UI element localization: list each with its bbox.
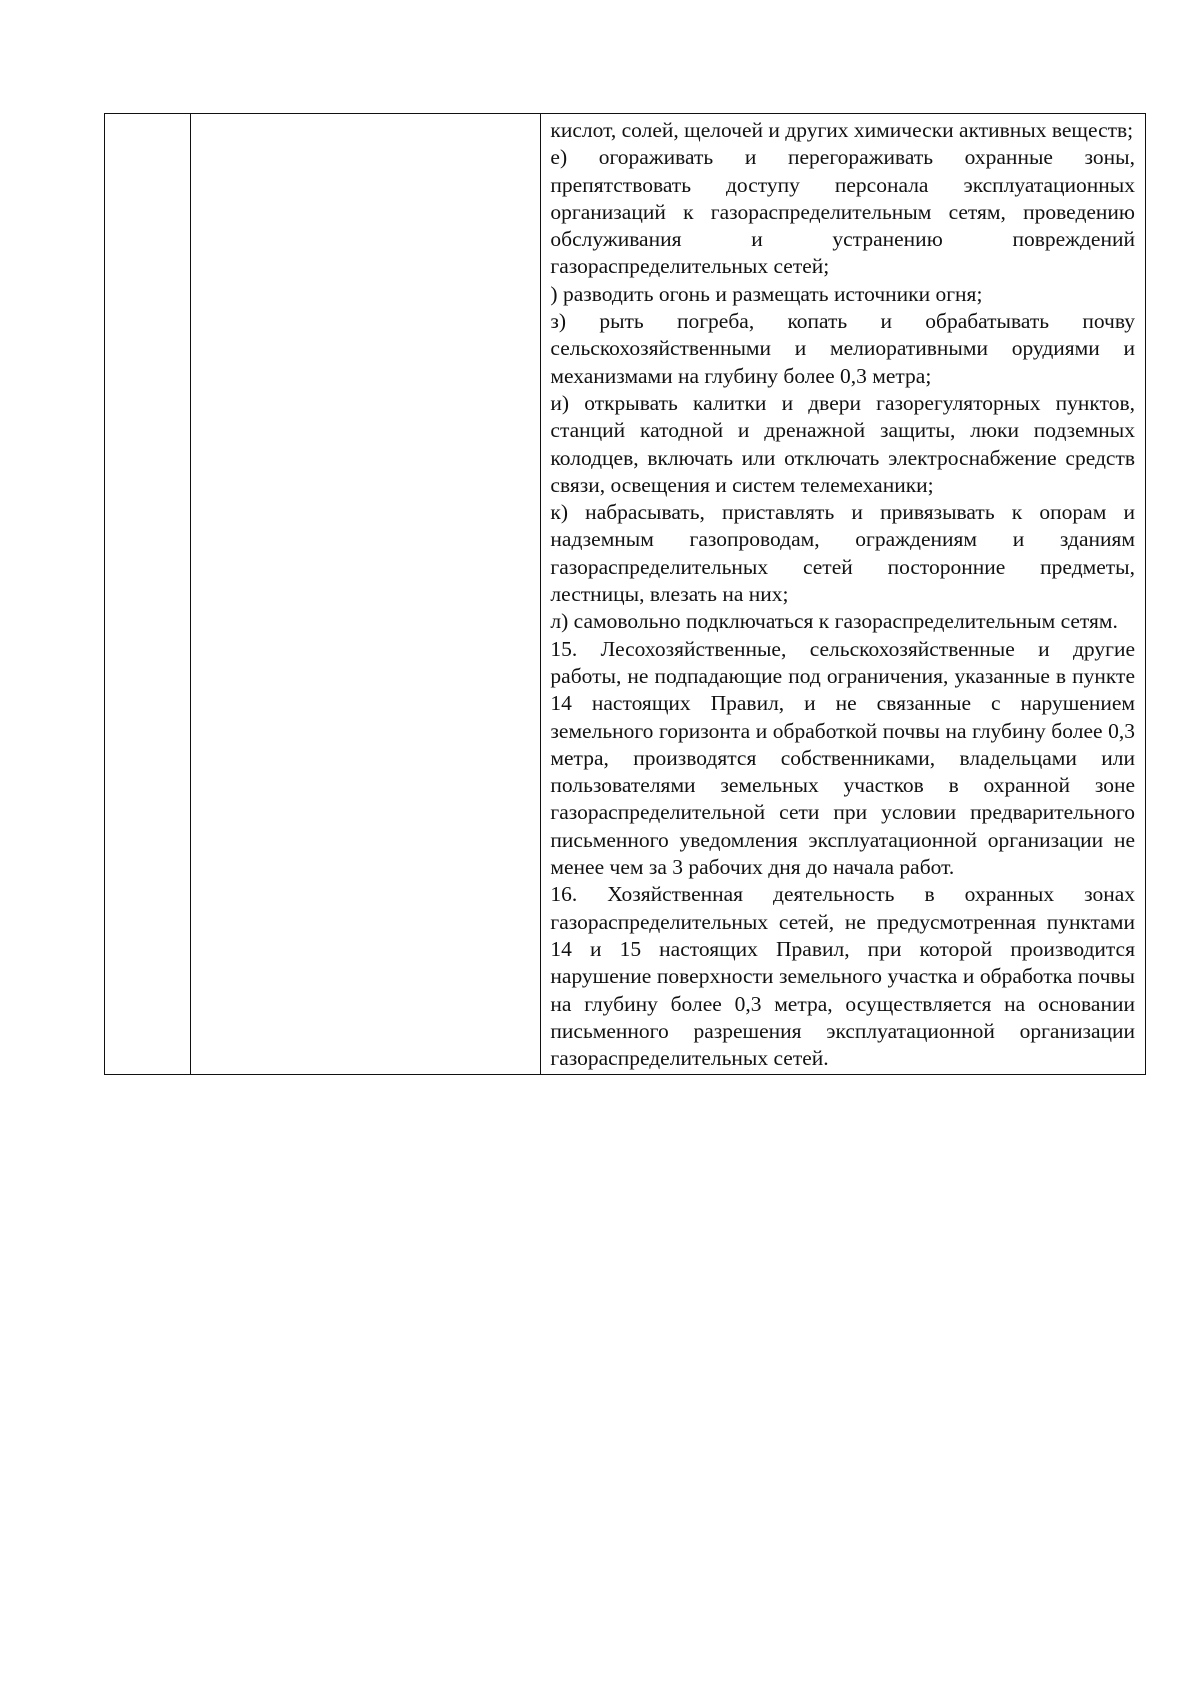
- paragraph-clause-15: 15. Лесохозяйственные, сельскохозяйственные и другие работы, не подпадающие под ограничения, указанные в пункте 14 настоящих Правил, и не связанные с нарушением земельного горизонта и обработкой почвы на глубину более 0,3 метра, производятся собственниками, владельцами или пользователями земельных участков в охранной зоне газораспределительной сети при условии предварительного письменного уведомления эксплуатационной организации не менее чем за 3 рабочих дня до начала работ.: [550, 636, 1135, 880]
- paragraph-item-z: з) рыть погреба, копать и обрабатывать почву сельскохозяйственными и мелиоративными орудиями и механизмами на глубину более 0,3 метра;: [550, 309, 1135, 388]
- document-table: [104, 113, 1146, 1075]
- paragraph-item-zh: ) разводить огонь и размещать источники огня;: [550, 281, 983, 306]
- table-cell-title: [191, 114, 541, 1075]
- cell-text-block: [541, 114, 1145, 1074]
- table-cell-content: [541, 114, 1146, 1075]
- paragraph-item-continuation: кислот, солей, щелочей и других химически активных веществ;: [550, 118, 1134, 142]
- paragraph-item-e: е) огораживать и перегораживать охранные зоны, препятствовать доступу персонала эксплуатационных организаций к газораспределительным сетям, проведению обслуживания и устранению повреждений газораспределительных сетей;: [550, 145, 1135, 279]
- paragraph-clause-16: 16. Хозяйственная деятельность в охранных зонах газораспределительных сетей, не предусмотренная пунктами 14 и 15 настоящих Правил, при которой производится нарушение поверхности земельного участка и обработка почвы на глубину более 0,3 метра, осуществляется на основании письменного разрешения эксплуатационной организации газораспределительных сетей.: [550, 882, 1135, 1071]
- paragraph-item-k: к) набрасывать, приставлять и привязывать к опорам и надземным газопроводам, ограждениям и зданиям газораспределительных сетей посторонние предметы, лестницы, влезать на них;: [550, 500, 1135, 607]
- paragraph-item-i: и) открывать калитки и двери газорегуляторных пунктов, станций катодной и дренажной защиты, люки подземных колодцев, включать или отключать электроснабжение средств связи, освещения и систем телемеханики;: [550, 390, 1135, 497]
- table-row: [105, 114, 1146, 1075]
- paragraph-item-l: л) самовольно подключаться к газораспределительным сетям.: [550, 609, 1118, 634]
- table-cell-number: [105, 114, 191, 1075]
